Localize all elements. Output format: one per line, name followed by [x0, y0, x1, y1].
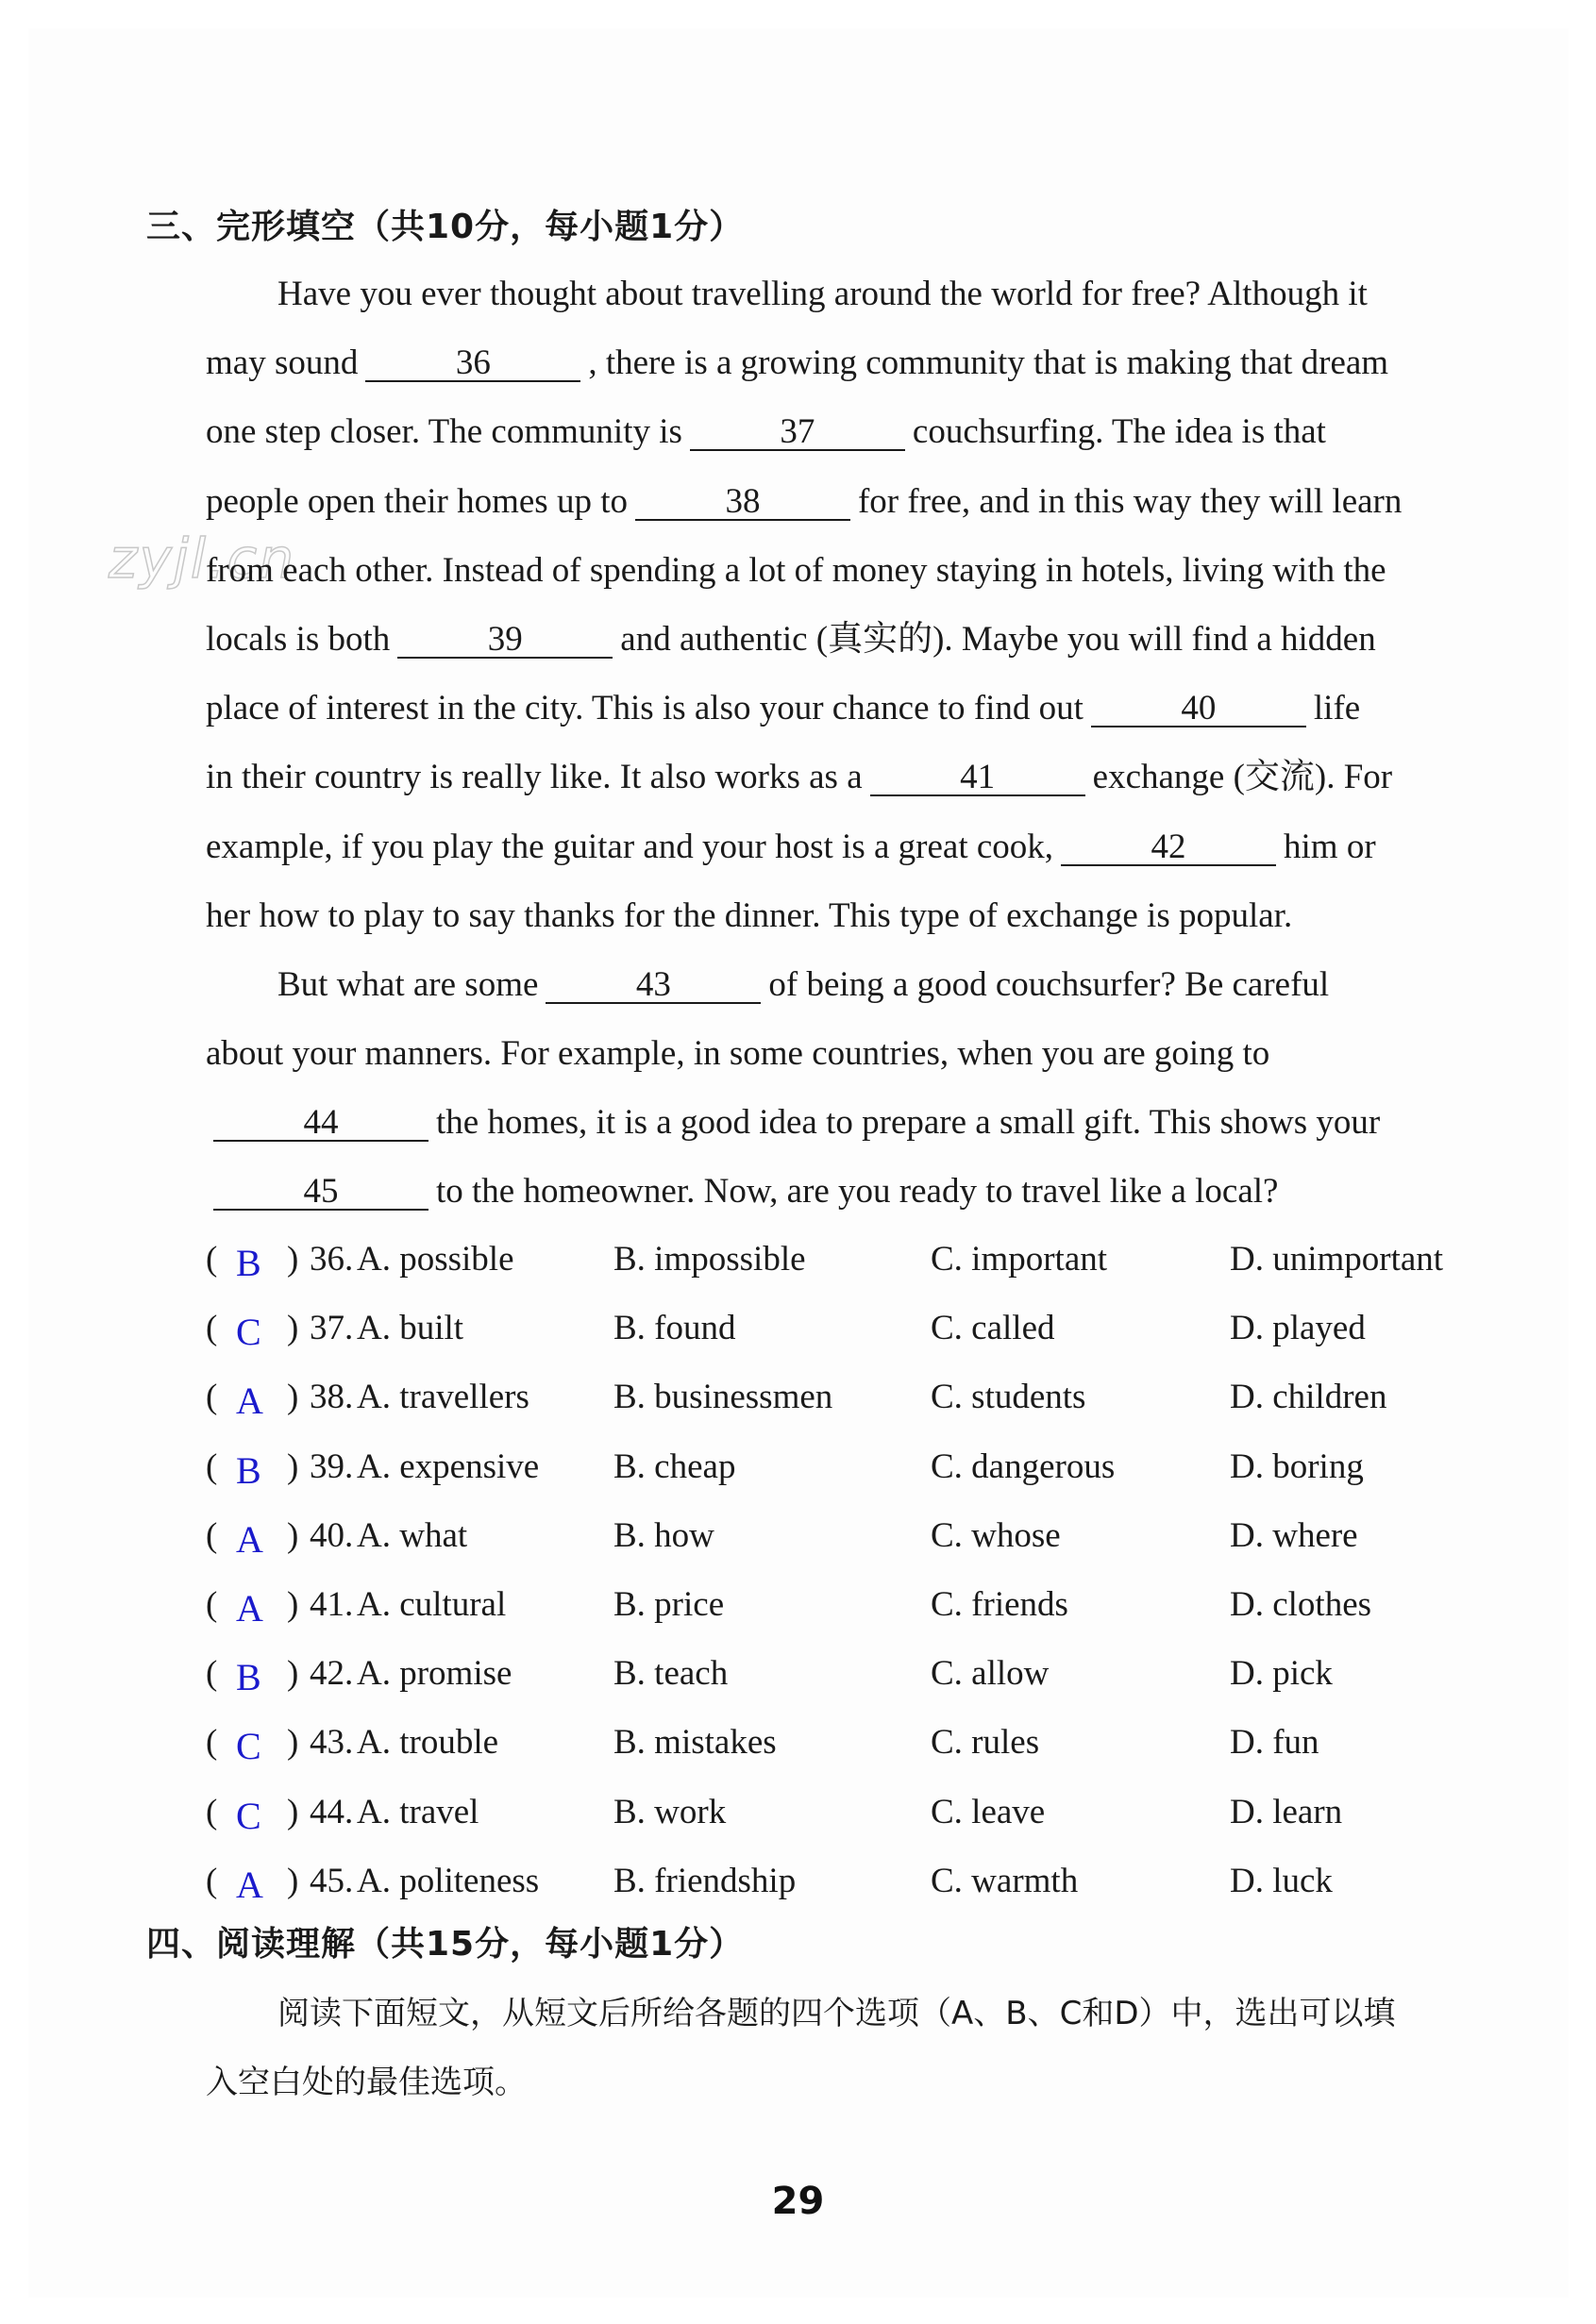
question-row-36	[206, 1225, 1480, 1294]
passage-text: and authentic (真实的). Maybe you will find a hidden	[620, 619, 1376, 659]
question-number: 44.	[310, 1792, 354, 1831]
question-row-45	[206, 1847, 1480, 1915]
option-d[interactable]: D. unimportant	[1230, 1240, 1444, 1279]
blank-45[interactable]: 45	[213, 1175, 428, 1211]
passage-text: to the homeowner. Now, are you ready to travel like a local?	[436, 1172, 1279, 1212]
passage-text: place of interest in the city. This is also your chance to find out	[206, 689, 1084, 728]
option-c[interactable]: C. rules	[931, 1723, 1040, 1763]
watermark: zyjl.cn	[109, 527, 296, 591]
question-number: 38.	[310, 1378, 354, 1417]
passage-text: may sound	[206, 343, 359, 383]
instruction-line-2: 入空白处的最佳选项。	[206, 2064, 527, 2101]
option-a[interactable]: A. promise	[357, 1654, 512, 1694]
question-number: 41.	[310, 1584, 354, 1624]
passage-line	[206, 881, 1480, 950]
option-a[interactable]: A. what	[357, 1515, 468, 1555]
blank-36[interactable]: 36	[365, 346, 580, 382]
paren-open: (	[206, 1861, 218, 1900]
question-row-44	[206, 1778, 1480, 1847]
question-row-40	[206, 1501, 1480, 1570]
option-b[interactable]: B. how	[613, 1515, 714, 1555]
passage-line	[206, 950, 1480, 1019]
passage-text: locals is both	[206, 619, 391, 659]
paren-close: )	[287, 1378, 299, 1417]
passage-text: of being a good couchsurfer? Be careful	[768, 964, 1330, 1004]
passage-text: in their country is really like. It also works as a	[206, 758, 863, 797]
passage-line	[206, 605, 1480, 674]
option-d[interactable]: D. played	[1230, 1309, 1366, 1348]
blank-44[interactable]: 44	[213, 1106, 428, 1142]
passage-line	[206, 674, 1480, 743]
option-b[interactable]: B. found	[613, 1309, 736, 1348]
passage-text: for free, and in this way they will learn	[857, 481, 1403, 521]
answer-mark[interactable]: A	[236, 1517, 263, 1561]
option-c[interactable]: C. students	[931, 1378, 1086, 1417]
option-d[interactable]: D. learn	[1230, 1792, 1343, 1831]
question-number: 45.	[310, 1861, 354, 1900]
option-b[interactable]: B. work	[613, 1792, 727, 1831]
paren-close: )	[287, 1309, 299, 1348]
answer-mark[interactable]: A	[236, 1863, 263, 1906]
blank-37[interactable]: 37	[690, 415, 905, 451]
question-number: 42.	[310, 1654, 354, 1694]
option-b[interactable]: B. cheap	[613, 1446, 736, 1486]
answer-mark[interactable]: B	[236, 1448, 261, 1492]
question-row-39	[206, 1432, 1480, 1501]
paren-close: )	[287, 1515, 299, 1555]
passage-text: the homes, it is a good idea to prepare a small gift. This shows your	[436, 1103, 1381, 1143]
answer-mark[interactable]: A	[236, 1379, 263, 1423]
passage-text: Have you ever thought about travelling around the world for free? Although it	[277, 275, 1368, 313]
paren-close: )	[287, 1792, 299, 1831]
passage-line	[206, 259, 1480, 328]
passage-text: , there is a growing community that is making that dream	[588, 343, 1389, 383]
question-number: 43.	[310, 1723, 354, 1763]
instruction-line-1: 阅读下面短文，从短文后所给各题的四个选项（A、B、C和D）中，选出可以填	[277, 1995, 1396, 2032]
paren-close: )	[287, 1654, 299, 1694]
option-a[interactable]: A. travel	[357, 1792, 479, 1831]
section4-instructions	[206, 1980, 1489, 2117]
blank-41[interactable]: 41	[870, 761, 1085, 796]
option-c[interactable]: C. important	[931, 1240, 1108, 1279]
paren-open: (	[206, 1446, 218, 1486]
passage-line	[206, 1019, 1480, 1088]
option-b[interactable]: B. mistakes	[613, 1723, 777, 1763]
option-a[interactable]: A. travellers	[357, 1378, 529, 1417]
passage-text: example, if you play the guitar and your host is a great cook,	[206, 827, 1054, 866]
passage-line	[206, 1157, 1480, 1226]
question-number: 40.	[310, 1515, 354, 1555]
answer-mark[interactable]: C	[236, 1311, 261, 1354]
paren-close: )	[287, 1861, 299, 1900]
section4-title: 四、阅读理解（共15分，每小题1分）	[146, 1925, 745, 1964]
paren-open: (	[206, 1654, 218, 1694]
option-a[interactable]: A. cultural	[357, 1584, 507, 1624]
option-d[interactable]: D. clothes	[1230, 1584, 1372, 1624]
passage-line	[206, 467, 1480, 536]
passage-text: about your manners. For example, in some countries, when you are going to	[206, 1034, 1270, 1074]
blank-42[interactable]: 42	[1061, 830, 1276, 866]
option-b[interactable]: B. impossible	[613, 1240, 806, 1279]
passage-text: him or	[1284, 827, 1376, 866]
passage-text: exchange (交流). For	[1092, 758, 1393, 797]
option-c[interactable]: C. dangerous	[931, 1446, 1116, 1486]
paren-close: )	[287, 1240, 299, 1279]
option-d[interactable]: D. luck	[1230, 1861, 1333, 1900]
passage-line	[206, 536, 1480, 605]
passage-line	[206, 397, 1480, 466]
question-row-38	[206, 1363, 1480, 1431]
option-a[interactable]: A. possible	[357, 1240, 514, 1279]
option-b[interactable]: B. teach	[613, 1654, 729, 1694]
answer-mark[interactable]: C	[236, 1725, 261, 1768]
passage-text: one step closer. The community is	[206, 412, 682, 452]
answer-mark[interactable]: B	[236, 1656, 261, 1699]
blank-43[interactable]: 43	[546, 968, 761, 1004]
paren-open: (	[206, 1240, 218, 1279]
answer-mark[interactable]: B	[236, 1242, 261, 1284]
option-a[interactable]: A. politeness	[357, 1861, 540, 1900]
passage-line	[206, 812, 1480, 881]
option-a[interactable]: A. expensive	[357, 1446, 540, 1486]
passage-line	[206, 1088, 1480, 1157]
option-b[interactable]: B. price	[613, 1584, 725, 1624]
question-number: 36.	[310, 1240, 354, 1279]
paren-open: (	[206, 1584, 218, 1624]
paren-open: (	[206, 1515, 218, 1555]
paren-open: (	[206, 1792, 218, 1831]
question-options	[206, 1225, 1480, 1915]
section3-title: 三、完形填空（共10分，每小题1分）	[146, 208, 745, 246]
option-c[interactable]: C. whose	[931, 1515, 1061, 1555]
blank-40[interactable]: 40	[1091, 692, 1306, 727]
passage-text: from each other. Instead of spending a lot of money staying in hotels, living with the	[206, 550, 1386, 590]
option-d[interactable]: D. boring	[1230, 1446, 1364, 1486]
blank-38[interactable]: 38	[635, 485, 850, 521]
page-number: 29	[771, 2180, 825, 2223]
passage-text: life	[1313, 689, 1361, 728]
question-row-37	[206, 1294, 1480, 1363]
question-number: 39.	[310, 1446, 354, 1486]
question-row-42	[206, 1639, 1480, 1708]
option-c[interactable]: C. called	[931, 1309, 1055, 1348]
option-a[interactable]: A. built	[357, 1309, 464, 1348]
question-row-43	[206, 1708, 1480, 1777]
option-d[interactable]: D. pick	[1230, 1654, 1333, 1694]
answer-mark[interactable]: A	[236, 1586, 263, 1630]
answer-mark[interactable]: C	[236, 1794, 261, 1837]
passage-text: But what are some	[277, 964, 539, 1004]
option-d[interactable]: D. children	[1230, 1378, 1387, 1417]
question-row-41	[206, 1570, 1480, 1639]
cloze-passage	[206, 259, 1480, 1227]
option-c[interactable]: C. leave	[931, 1792, 1046, 1831]
option-c[interactable]: C. friends	[931, 1584, 1068, 1624]
passage-text: couchsurfing. The idea is that	[912, 412, 1326, 452]
option-d[interactable]: D. fun	[1230, 1723, 1319, 1763]
option-d[interactable]: D. where	[1230, 1515, 1358, 1555]
option-c[interactable]: C. warmth	[931, 1861, 1079, 1900]
option-c[interactable]: C. allow	[931, 1654, 1050, 1694]
option-b[interactable]: B. businessmen	[613, 1378, 833, 1417]
passage-line	[206, 743, 1480, 811]
blank-39[interactable]: 39	[397, 623, 613, 659]
question-number: 37.	[310, 1309, 354, 1348]
paren-close: )	[287, 1446, 299, 1486]
paren-open: (	[206, 1309, 218, 1348]
option-b[interactable]: B. friendship	[613, 1861, 797, 1900]
passage-text: people open their homes up to	[206, 481, 628, 521]
paren-close: )	[287, 1723, 299, 1763]
passage-text: her how to play to say thanks for the dinner. This type of exchange is popular.	[206, 895, 1293, 935]
paren-open: (	[206, 1723, 218, 1763]
paren-close: )	[287, 1584, 299, 1624]
passage-line	[206, 328, 1480, 397]
option-a[interactable]: A. trouble	[357, 1723, 499, 1763]
paren-open: (	[206, 1378, 218, 1417]
